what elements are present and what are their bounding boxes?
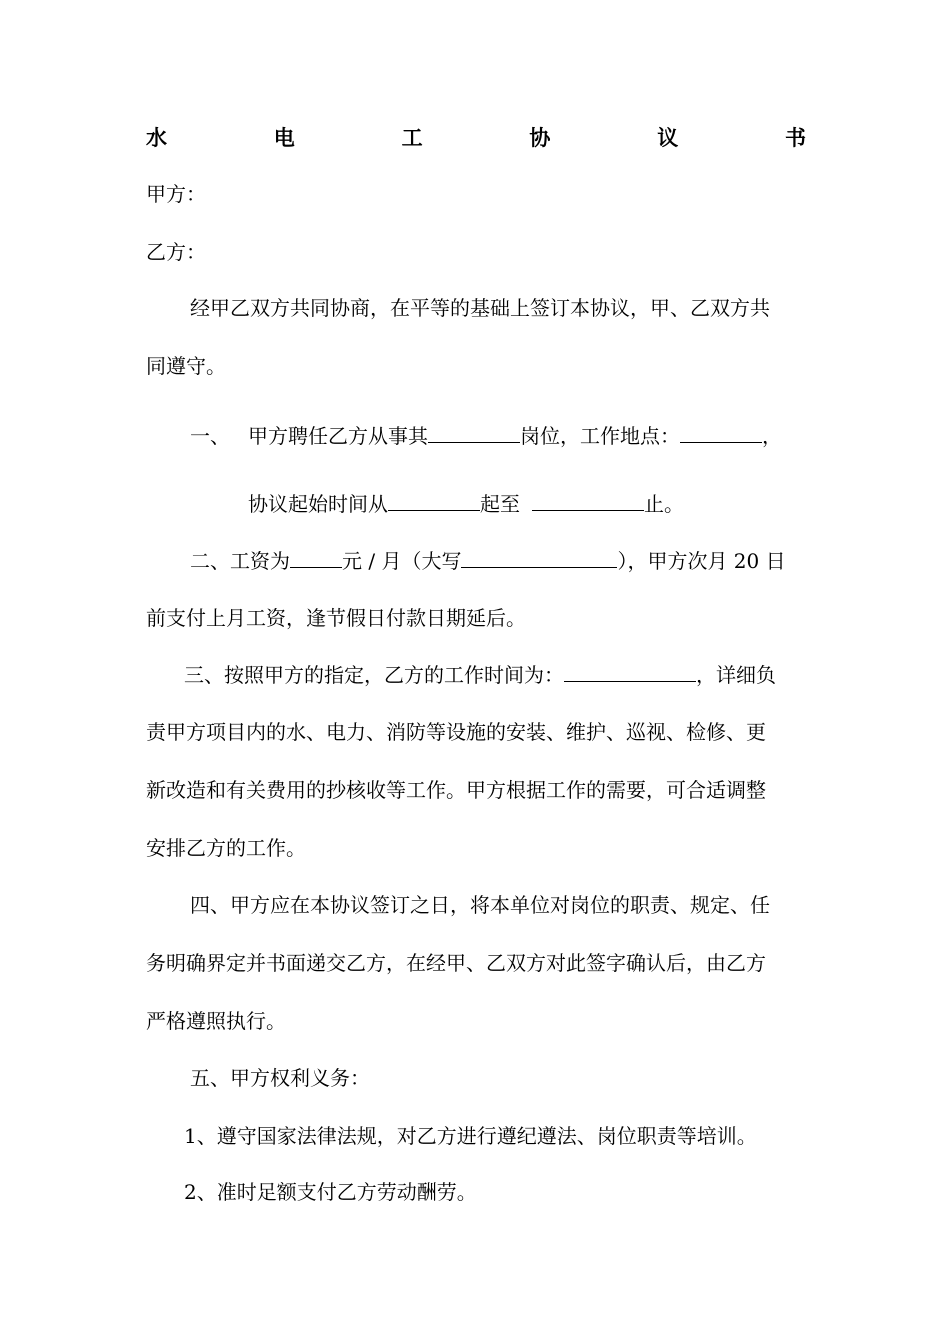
- intro-line-2: 同遵守。: [146, 354, 226, 378]
- clause-1-text: 起至: [480, 492, 520, 516]
- clause-1-text: 止。: [644, 492, 684, 516]
- clause-4-line-3: 严格遵照执行。: [146, 1009, 286, 1033]
- clause-1-text: 岗位，工作地点：: [520, 424, 680, 448]
- title-char: 协: [529, 126, 551, 150]
- clause-1-text: ，: [762, 424, 782, 448]
- clause-3-line-3: 新改造和有关费用的抄核收等工作。甲方根据工作的需要，可合适调整: [146, 778, 766, 802]
- clause-1-line-2: [248, 490, 684, 518]
- title-char: 工: [401, 126, 423, 150]
- clause-2-text: 元 / 月（大写: [342, 549, 462, 573]
- salary-words-blank[interactable]: [461, 547, 617, 568]
- clause-2-line-1: [190, 547, 786, 575]
- clause-3-line-2: 责甲方项目内的水、电力、消防等设施的安装、维护、巡视、检修、更: [146, 720, 766, 744]
- clause-5-item-2: 2、准时足额支付乙方劳动酬劳。: [184, 1180, 477, 1204]
- work-hours-blank[interactable]: [564, 661, 696, 682]
- intro-line-1: 经甲乙双方共同协商，在平等的基础上签订本协议，甲、乙双方共: [190, 296, 770, 320]
- clause-1-line-1: [190, 422, 782, 450]
- location-blank[interactable]: [680, 422, 762, 443]
- document-title: [146, 124, 806, 152]
- clause-2-text: ），甲方次月 20 日: [617, 549, 786, 573]
- title-char: 水: [146, 126, 167, 150]
- clause-2-text: 二、工资为: [190, 549, 290, 573]
- clause-3-line-4: 安排乙方的工作。: [146, 836, 306, 860]
- title-char: 书: [784, 126, 806, 150]
- start-date-blank[interactable]: [388, 490, 480, 511]
- clause-1-number: 一、: [190, 424, 230, 448]
- clause-3-text: ，详细负: [696, 663, 776, 687]
- clause-1-text: 甲方聘任乙方从事其: [248, 424, 428, 448]
- title-char: 电: [273, 126, 295, 150]
- salary-blank[interactable]: [290, 547, 342, 568]
- end-date-blank[interactable]: [532, 490, 644, 511]
- clause-3-line-1: [184, 661, 776, 689]
- clause-5-item-1: 1、遵守国家法律法规，对乙方进行遵纪遵法、岗位职责等培训。: [184, 1124, 757, 1148]
- clause-4-line-1: 四、甲方应在本协议签订之日，将本单位对岗位的职责、规定、任: [190, 893, 770, 917]
- clause-3-text: 三、按照甲方的指定，乙方的工作时间为：: [184, 663, 564, 687]
- party-b-label: 乙方：: [146, 240, 206, 264]
- position-blank[interactable]: [428, 422, 520, 443]
- clause-2-line-2: 前支付上月工资，逢节假日付款日期延后。: [146, 606, 526, 630]
- clause-1-text: 协议起始时间从: [248, 492, 388, 516]
- clause-4-line-2: 务明确界定并书面递交乙方，在经甲、乙双方对此签字确认后，由乙方: [146, 951, 766, 975]
- clause-5-heading: 五、甲方权利义务：: [190, 1066, 370, 1090]
- title-char: 议: [657, 126, 679, 150]
- party-a-label: 甲方：: [146, 182, 206, 206]
